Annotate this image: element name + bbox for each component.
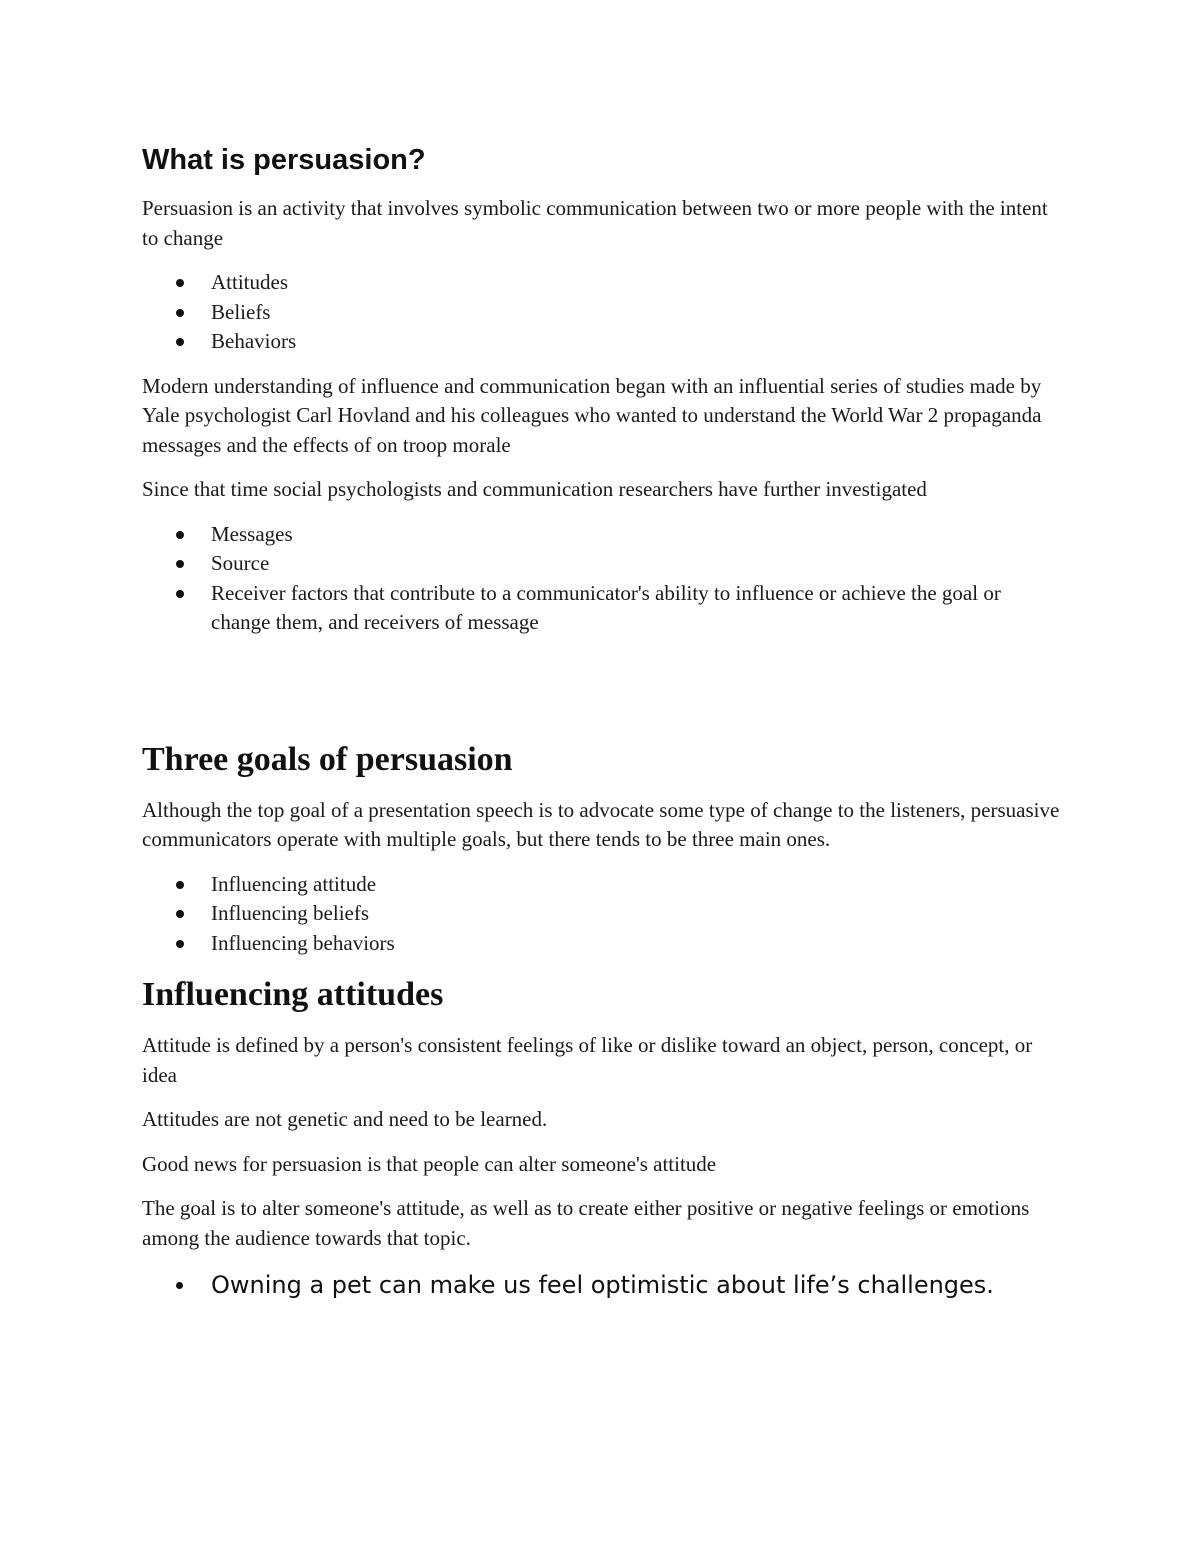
- list-item: [142, 549, 1062, 579]
- list-item-text: Beliefs: [211, 299, 271, 324]
- bullet-icon: [176, 590, 184, 598]
- list-item: [142, 929, 1062, 959]
- list-item-text: Source: [211, 551, 270, 575]
- document-body: [142, 140, 1062, 1318]
- list-item: [142, 870, 1062, 900]
- paragraph-attitudes-learned: Attitudes are not genetic and need to be learned.: [142, 1107, 548, 1131]
- paragraph-persuasion-definition: Persuasion is an activity that involves symbolic communication between two or more people with the intent to change: [142, 196, 1048, 250]
- bullet-icon: [176, 881, 184, 889]
- list-investigated-factors: [142, 520, 1062, 638]
- list-item-text: Receiver factors that contribute to a communicator's ability to influence or achieve the goal or change them, and receivers of message: [211, 580, 1001, 634]
- blank-space: [142, 653, 1062, 738]
- bullet-icon: [176, 338, 184, 346]
- list-item-text: Attitudes: [211, 270, 288, 294]
- heading-what-is-persuasion: What is persuasion?: [142, 144, 426, 176]
- list-item: [142, 579, 1062, 638]
- bullet-icon: [176, 309, 184, 317]
- bullet-icon: [176, 910, 184, 918]
- list-item: [142, 899, 1062, 929]
- heading-influencing-attitudes: Influencing attitudes: [142, 976, 444, 1013]
- bullet-icon: [176, 279, 184, 287]
- paragraph-good-news: Good news for persuasion is that people can alter someone's attitude: [142, 1151, 717, 1176]
- list-item: [142, 298, 1062, 328]
- paragraph-further-investigated: Since that time social psychologists and communication researchers have further investigated: [142, 477, 927, 501]
- list-item-text: Influencing behaviors: [211, 930, 395, 955]
- paragraph-hovland-studies: Modern understanding of influence and communication began with an influential series of studies made by Yale psychologist Carl Hovland and his colleagues who wanted to understand the World War 2 propaganda messages and the effects of on troop morale: [142, 373, 1042, 457]
- heading-three-goals: Three goals of persuasion: [142, 740, 513, 778]
- list-item-text: Messages: [211, 521, 293, 546]
- bullet-icon: [176, 940, 184, 948]
- bullet-icon: [176, 1282, 183, 1289]
- list-attitude-example: [142, 1268, 1062, 1303]
- list-item: [142, 268, 1062, 298]
- list-item: [142, 520, 1062, 550]
- paragraph-goals-intro: Although the top goal of a presentation speech is to advocate some type of change to the listeners, persuasive communicators operate with multiple goals, but there tends to be three main ones.: [142, 797, 1060, 851]
- list-item-text: Owning a pet can make us feel optimistic about life’s challenges.: [211, 1271, 994, 1299]
- bullet-icon: [176, 531, 184, 539]
- list-change-targets: [142, 268, 1062, 357]
- bullet-icon: [176, 560, 184, 568]
- list-item-text: Influencing attitude: [211, 871, 377, 896]
- list-item: [142, 327, 1062, 357]
- list-item-text: Behaviors: [211, 329, 297, 353]
- list-item: [142, 1268, 1062, 1303]
- list-item-text: Influencing beliefs: [211, 901, 370, 925]
- paragraph-attitude-definition: Attitude is defined by a person's consistent feelings of like or dislike toward an object, person, concept, or idea: [142, 1033, 1033, 1087]
- list-goals: [142, 870, 1062, 959]
- paragraph-goal-alter: The goal is to alter someone's attitude, as well as to create either positive or negative feelings or emotions among the audience towards that topic.: [142, 1196, 1030, 1250]
